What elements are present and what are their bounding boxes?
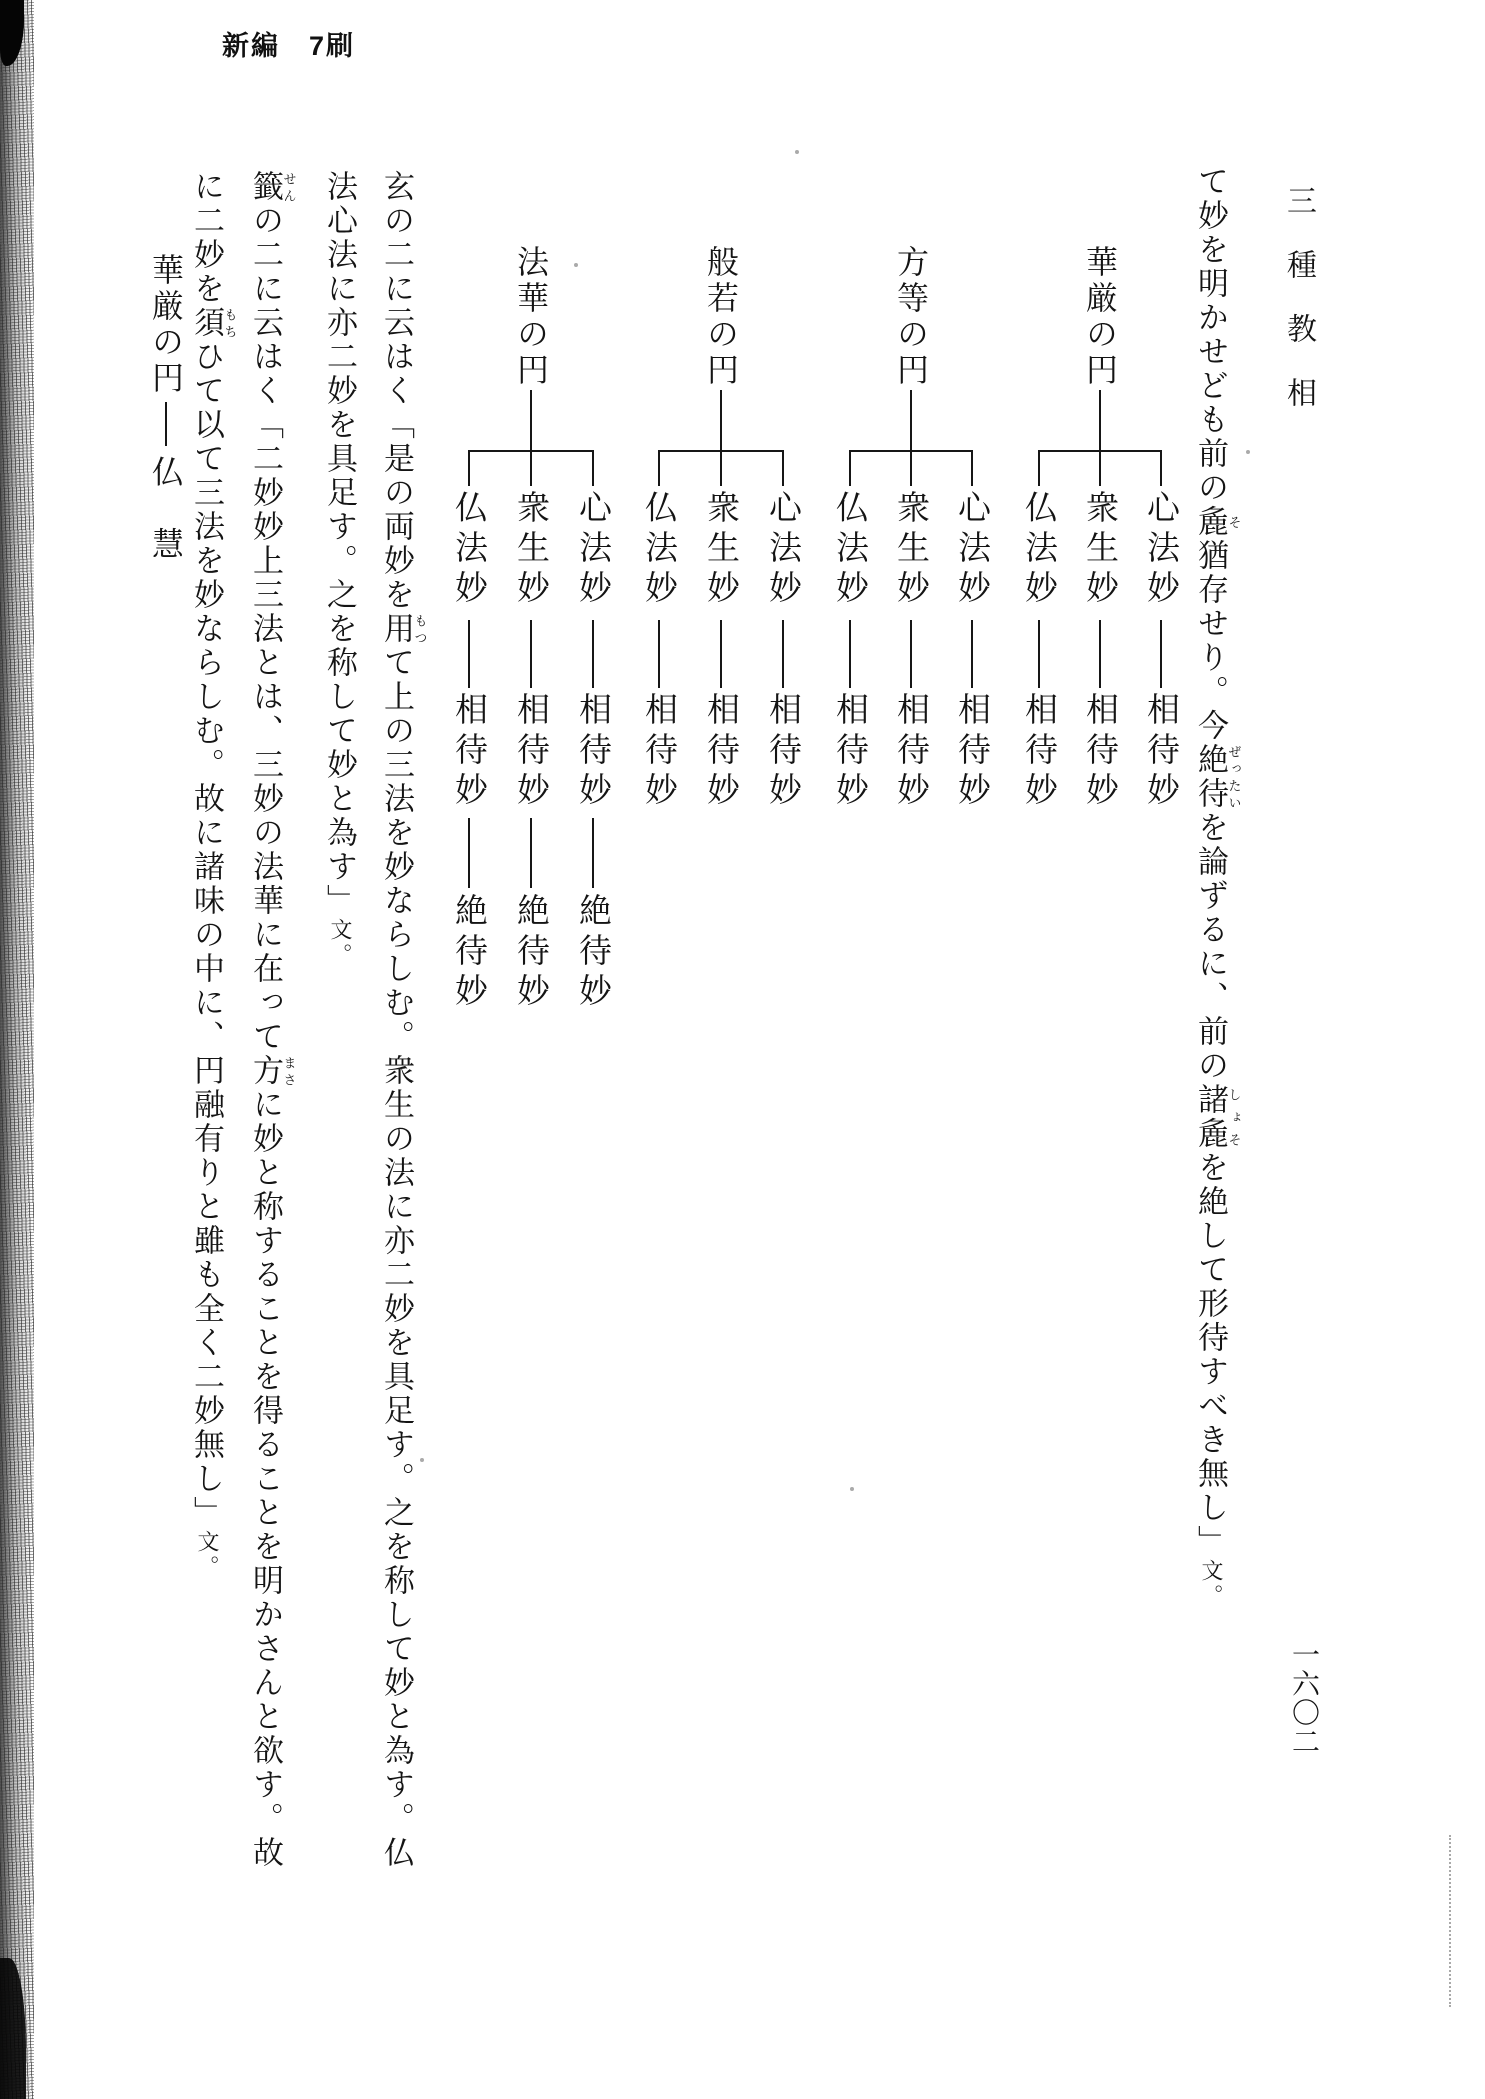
text-column-gengi-quote-2 (321, 170, 357, 968)
tree-child-label: 心法妙 (764, 490, 803, 610)
tree-parent-label: 華厳の円 (1081, 245, 1119, 389)
furigana: せん (280, 170, 296, 204)
ruby-base: 籤せん (247, 170, 296, 204)
tree-dash-line (971, 620, 973, 688)
ruby-base: 麁そ (1192, 505, 1241, 539)
tree-level1-label: 相待妙 (892, 692, 931, 812)
tree-connector-stub (658, 450, 660, 486)
text-run: 玄の二に云はく「是の両妙を (378, 170, 414, 612)
tree-child-label: 仏法妙 (1020, 490, 1059, 610)
furigana: もつ (411, 612, 427, 646)
text-run: の二に云はく「二妙妙上三法とは、三妙の法華に在って (247, 204, 283, 1054)
scan-noise-dot (574, 263, 578, 267)
tree-stem-line (720, 390, 722, 486)
scan-artifact-dotted-line (1449, 1835, 1451, 2007)
tree-dash-line (782, 620, 784, 688)
tree-level1-label: 相待妙 (953, 692, 992, 812)
tree-level1-label: 相待妙 (831, 692, 870, 812)
tree-connector-line (849, 450, 973, 452)
scan-noise-dot (795, 150, 799, 154)
text-run: 文。 (327, 918, 352, 968)
text-run: 文。 (194, 1530, 219, 1580)
text-column-sen-quote-1 (247, 170, 296, 1870)
tree-level2-label: 絶待妙 (512, 893, 551, 1013)
tree-child-label: 衆生妙 (892, 490, 931, 610)
text-run: に二妙を (188, 170, 224, 306)
tree-level1-label: 相待妙 (1020, 692, 1059, 812)
furigana: ぜったい (1225, 743, 1241, 811)
tree-child-label: 仏法妙 (640, 490, 679, 610)
tree-level1-label: 相待妙 (640, 692, 679, 812)
tree-dash-line (849, 620, 851, 688)
tree-dash-line (1160, 620, 1162, 688)
ruby-base: 諸麁しょそ (1192, 1083, 1241, 1151)
tree-parent-label: 方等の円 (892, 245, 930, 389)
tree-child-label: 心法妙 (953, 490, 992, 610)
scan-binding-noise (0, 0, 34, 2099)
tree-dash-line (592, 620, 594, 688)
ruby-base: 須もち (188, 306, 237, 340)
text-run: に妙と称することを得ることを明かさんと欲す。故 (247, 1088, 283, 1870)
text-run: 文。 (1198, 1559, 1223, 1609)
tree-dash-line (530, 818, 532, 888)
footer-dash-line (165, 402, 167, 446)
tree-dash-line (530, 620, 532, 688)
footer-value: 仏 慧 (147, 455, 185, 563)
furigana: もち (221, 306, 237, 340)
tree-connector-stub (1160, 450, 1162, 486)
tree-level1-label: 相待妙 (1081, 692, 1120, 812)
tree-stem-line (910, 390, 912, 486)
furigana: しょそ (1225, 1083, 1241, 1151)
text-run: ひて以て三法を妙ならしむ。故に諸味の中に、円融有りと雖も全く二妙無し」 (188, 340, 224, 1530)
furigana: まさ (280, 1054, 296, 1088)
tree-connector-stub (849, 450, 851, 486)
tree-child-label: 衆生妙 (702, 490, 741, 610)
ruby-base: 方まさ (247, 1054, 296, 1088)
tree-child-label: 衆生妙 (512, 490, 551, 610)
tree-connector-stub (1038, 450, 1040, 486)
tree-dash-line (658, 620, 660, 688)
tree-connector-stub (468, 450, 470, 486)
tree-child-label: 心法妙 (574, 490, 613, 610)
footer-label: 華厳の円 (147, 253, 185, 397)
tree-level1-label: 相待妙 (512, 692, 551, 812)
edition-header: 新編 7刷 (222, 31, 356, 61)
tree-dash-line (468, 818, 470, 888)
furigana: そ (1225, 505, 1241, 539)
tree-child-label: 仏法妙 (450, 490, 489, 610)
tree-level1-label: 相待妙 (450, 692, 489, 812)
tree-dash-line (468, 620, 470, 688)
text-column-sen-quote-2 (188, 170, 237, 1580)
tree-dash-line (1038, 620, 1040, 688)
tree-level1-label: 相待妙 (764, 692, 803, 812)
text-run: を論ずるに、前の (1192, 811, 1228, 1083)
tree-connector-line (658, 450, 784, 452)
text-run: 法心法に亦二妙を具足す。之を称して妙と為す」 (321, 170, 357, 918)
ruby-base: 用もつ (378, 612, 427, 646)
text-run: を絶して形待すべき無し」 (1192, 1151, 1228, 1559)
text-run: て妙を明かせども前の (1192, 165, 1228, 505)
tree-connector-stub (782, 450, 784, 486)
scan-noise-dot (1246, 450, 1250, 454)
tree-stem-line (1099, 390, 1101, 486)
text-run: て上の三法を妙ならしむ。衆生の法に亦二妙を具足す。之を称して妙と為す。仏 (378, 646, 414, 1870)
tree-dash-line (592, 818, 594, 888)
tree-level2-label: 絶待妙 (574, 893, 613, 1013)
tree-dash-line (720, 620, 722, 688)
tree-level1-label: 相待妙 (574, 692, 613, 812)
tree-child-label: 衆生妙 (1081, 490, 1120, 610)
section-title: 三種教相 (1281, 185, 1316, 441)
ruby-base: 絶待ぜったい (1192, 743, 1241, 811)
text-column-intro-quote (1192, 165, 1241, 1609)
tree-dash-line (1099, 620, 1101, 688)
tree-child-label: 仏法妙 (831, 490, 870, 610)
scan-noise-dot (850, 1487, 854, 1491)
tree-connector-stub (592, 450, 594, 486)
page-number: 一六〇二 (1288, 1640, 1321, 1756)
tree-level1-label: 相待妙 (702, 692, 741, 812)
tree-dash-line (910, 620, 912, 688)
tree-parent-label: 般若の円 (702, 245, 740, 389)
tree-level2-label: 絶待妙 (450, 893, 489, 1013)
text-column-gengi-quote-1 (378, 170, 427, 1870)
tree-parent-label: 法華の円 (512, 245, 550, 389)
tree-connector-line (1038, 450, 1162, 452)
tree-child-label: 心法妙 (1142, 490, 1181, 610)
tree-connector-stub (971, 450, 973, 486)
tree-stem-line (530, 390, 532, 486)
text-run: 猶存せり。今 (1192, 539, 1228, 743)
tree-level1-label: 相待妙 (1142, 692, 1181, 812)
tree-connector-line (468, 450, 594, 452)
